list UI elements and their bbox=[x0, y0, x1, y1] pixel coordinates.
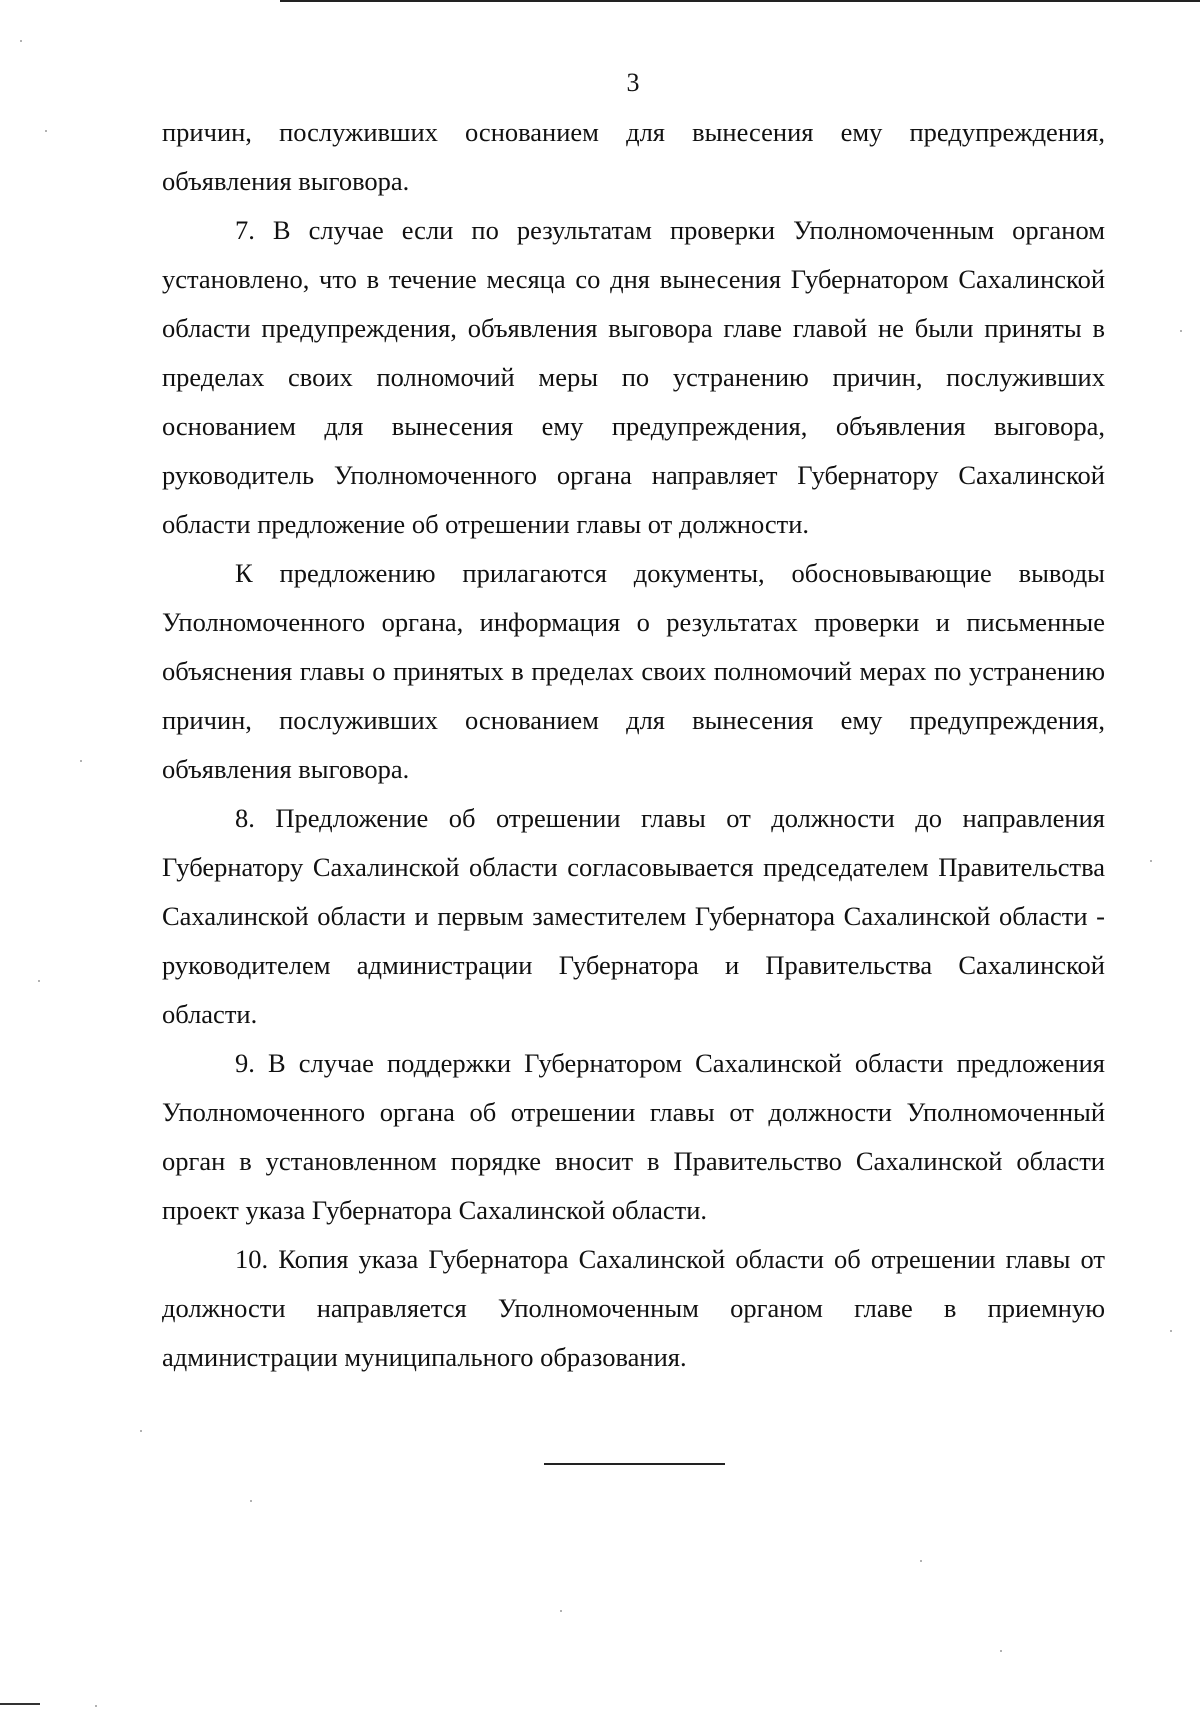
scan-speck bbox=[1180, 330, 1182, 332]
closing-divider-line bbox=[544, 1463, 725, 1465]
scan-speck bbox=[95, 1705, 97, 1707]
scan-speck bbox=[38, 980, 40, 982]
document-body bbox=[162, 108, 1105, 1382]
paragraph-continuation: причин, послуживших основанием для вынесения ему предупреждения, объявления выговора. bbox=[162, 117, 1105, 196]
scan-speck bbox=[1170, 1330, 1172, 1332]
paragraph-attachments: К предложению прилагаются документы, обосновывающие выводы Уполномоченного органа, информация о результатах проверки и письменные объяснения главы о принятых в пределах своих полномочий мерах по устранению причин, послуживших основанием для вынесения ему предупреждения, объявления выговора. bbox=[162, 558, 1105, 784]
scan-speck bbox=[1150, 860, 1152, 862]
paragraph-item-9: 9. В случае поддержки Губернатором Сахалинской области предложения Уполномоченного органа об отрешении главы от должности Уполномоченный орган в установленном порядке вносит в Правительство Сахалинской области проект указа Губернатора Сахалинской области. bbox=[162, 1048, 1105, 1225]
scan-speck bbox=[560, 1610, 562, 1612]
top-edge-line bbox=[280, 0, 1200, 2]
paragraph-item-8: 8. Предложение об отрешении главы от должности до направления Губернатору Сахалинской области согласовывается председателем Правительства Сахалинской области и первым заместителем Губернатора Сахалинской области - руководителем администрации Губернатора и Правительства Сахалинской области. bbox=[162, 803, 1105, 1029]
page-number: 3 bbox=[626, 68, 640, 97]
paragraph-item-7: 7. В случае если по результатам проверки Уполномоченным органом установлено, что в течение месяца со дня вынесения Губернатором Сахалинской области предупреждения, объявления выговора главе главой не были приняты в пределах своих полномочий меры по устранению причин, послуживших основанием для вынесения ему предупреждения, объявления выговора, руководитель Уполномоченного органа направляет Губернатору Сахалинской области предложение об отрешении главы от должности. bbox=[162, 215, 1105, 539]
scan-speck bbox=[250, 1500, 252, 1502]
scan-speck bbox=[920, 1560, 922, 1562]
scan-speck bbox=[140, 1430, 142, 1432]
scan-speck bbox=[45, 130, 47, 132]
scan-speck bbox=[1000, 1650, 1002, 1652]
scan-edge-mark bbox=[0, 1703, 40, 1705]
scan-speck bbox=[80, 760, 82, 762]
scan-speck bbox=[20, 40, 22, 42]
paragraph-item-10: 10. Копия указа Губернатора Сахалинской области об отрешении главы от должности направляется Уполномоченным органом главе в приемную администрации муниципального образования. bbox=[162, 1244, 1105, 1372]
